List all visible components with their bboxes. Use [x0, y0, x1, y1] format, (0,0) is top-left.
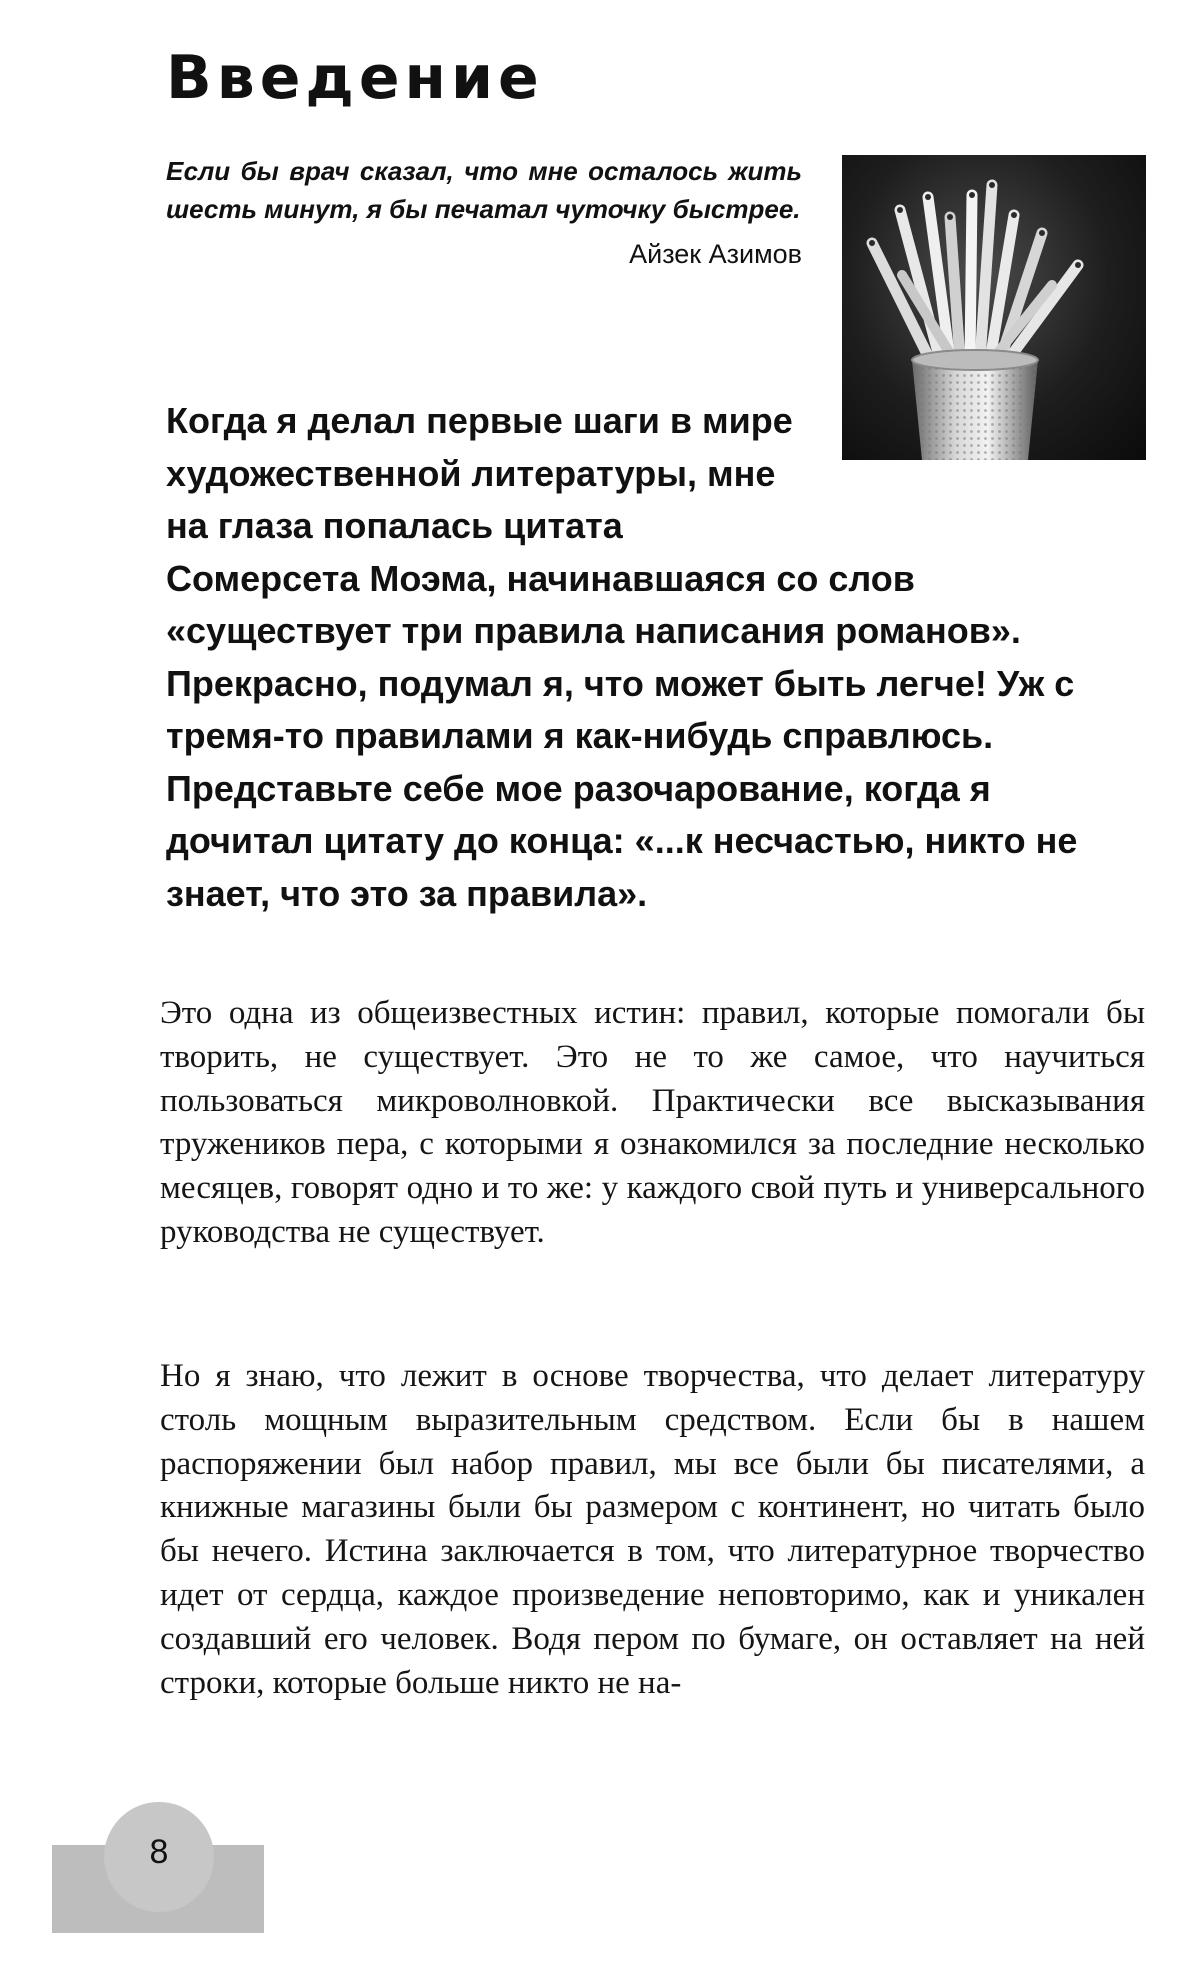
page-number: 8	[149, 1833, 169, 1871]
body-paragraph-2: Но я знаю, что лежит в основе творчества, что делает литературу столь мощным выразительным средством. Если бы в нашем распоряжении был набор правил, мы все были бы писателями, а книжные магазины были бы размером с континент, но читать было бы нечего. Истина заключается в том, что литературное творчество идет от сердца, каждое произведение неповторимо, как и уникален создавший его человек. Водя пером по бумаге, он оставляет на ней строки, которые больше никто не на-	[160, 1358, 1145, 1701]
body-paragraph-1: Это одна из общеизвестных истин: правил, которые помогали бы творить, не существует. Это не то же самое, что научиться пользоваться микроволновкой. Практически все высказывания тружеников пера, с которыми я ознакомился за последние несколько месяцев, говорят одно и то же: у каждого свой путь и универсального руководства не существует.	[160, 995, 1145, 1250]
epigraph-quote: Если бы врач сказал, что мне осталось жить шесть минут, я бы печатал чуточку быстрее.	[166, 156, 802, 224]
epigraph	[166, 152, 802, 274]
epigraph-author: Айзек Азимов	[629, 239, 802, 269]
page-title: Введение	[166, 43, 544, 113]
lead-paragraph: Когда я делал первые шаги в мире художественной литературы, мне на глаза попалась цитата Сомерсета Моэма, начинавшаяся со слов «существует три правила написания романов». Прекрасно, подумал я, что может быть легче! Уж с тремя-то правилами я как-нибудь справлюсь. Представьте себе мое разочарование, когда я дочитал цитату до конца: «...к несчастью, никто не знает, что это за правила».	[166, 400, 1078, 914]
